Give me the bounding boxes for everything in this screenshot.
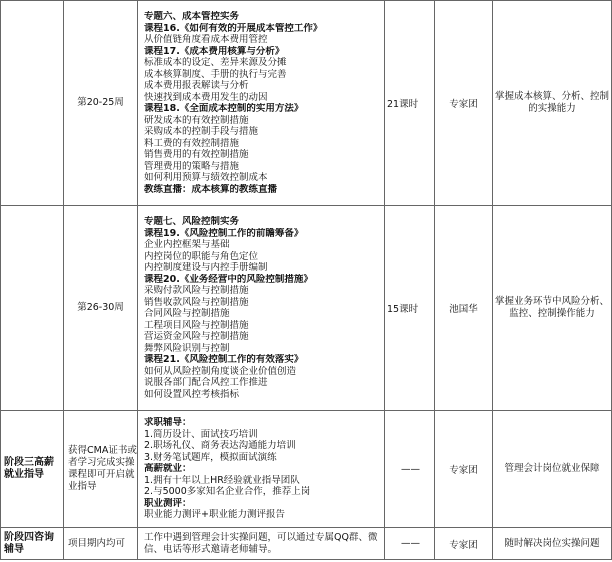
period-cell: 第26-30周 xyxy=(64,206,138,411)
content-line: 合同风险与控制措施 xyxy=(144,308,230,319)
stage-cell xyxy=(1,206,64,411)
table-row xyxy=(1,206,612,411)
content-line: 2.与5000多家知名企业合作，推荐上岗 xyxy=(144,486,311,498)
content-line: 销售费用的有效控制措施 xyxy=(144,149,249,160)
stage-cell: 阶段三高薪就业指导 xyxy=(1,411,64,528)
table-row xyxy=(1,411,612,528)
goal-cell: 掌握业务环节中风险分析、监控、控制操作能力 xyxy=(493,206,612,411)
hours-cell: —— xyxy=(385,528,435,560)
table-row xyxy=(1,1,612,206)
content-line: 研发成本的有效控制措施 xyxy=(144,114,249,126)
content-line: 快速找到成本费用发生的动因 xyxy=(144,91,268,103)
content-line: 职业能力测评+职业能力测评报告 xyxy=(144,509,285,521)
content-line: 销售收款风险与控制措施 xyxy=(144,296,249,308)
content-cell xyxy=(138,1,385,206)
content-line: 1.简历设计、面试技巧培训 xyxy=(144,428,258,440)
content-line: 3.财务笔试题库，模拟面试演练 xyxy=(144,451,277,463)
content-line: 内控制度建设与内控手册编制 xyxy=(144,262,268,273)
content-line: 如何利用预算与绩效控制成本 xyxy=(144,172,268,183)
content-line: 求职辅导： xyxy=(144,417,192,429)
content-line: 舞弊风险识别与控制 xyxy=(144,342,230,354)
content-line: 高薪就业： xyxy=(144,463,192,475)
hours-cell: 15课时 xyxy=(385,206,435,411)
content-line: 企业内控框架与基础 xyxy=(144,239,230,250)
content-line: 从价值链角度看成本费用管控 xyxy=(144,34,268,45)
hours-cell: 21课时 xyxy=(385,1,435,206)
content-line: 课程18.《全面成本控制的实用方法》 xyxy=(144,103,304,114)
content-line: 2.职场礼仪、商务表达沟通能力培训 xyxy=(144,440,296,452)
content-line: 成本费用报表解读与分析 xyxy=(144,80,249,91)
content-cell xyxy=(138,528,385,560)
table-row xyxy=(1,528,612,560)
stage-cell xyxy=(1,1,64,206)
teacher-cell: 池国华 xyxy=(435,206,493,411)
period-cell: 获得CMA证书或者学习完成实操课程即可开启就业指导 xyxy=(64,411,138,528)
content-line: 课程19.《风险控制工作的前瞻筹备》 xyxy=(144,227,304,239)
content-line: 专题六、成本管控实务 xyxy=(144,11,240,22)
content-line: 职业测评： xyxy=(144,497,192,509)
content-line: 如何设置风控考核指标 xyxy=(144,388,240,400)
content-line: 专题七、风险控制实务 xyxy=(144,216,240,227)
content-line: 课程20.《业务经营中的风险控制措施》 xyxy=(144,273,313,285)
goal-cell: 随时解决岗位实操问题 xyxy=(493,528,612,560)
goal-cell: 掌握成本核算、分析、控制的实操能力 xyxy=(493,1,612,206)
content-line: 说服各部门配合风控工作推进 xyxy=(144,377,268,388)
content-line: 采购付款风险与控制措施 xyxy=(144,285,249,296)
content-line: 课程17.《成本费用核算与分析》 xyxy=(144,45,285,57)
content-line: 料工费的有效控制措施 xyxy=(144,137,240,149)
content-line: 工程项目风险与控制措施 xyxy=(144,319,249,331)
teacher-cell: 专家团 xyxy=(435,411,493,528)
stage-cell: 阶段四咨询辅导 xyxy=(1,528,64,560)
content-cell xyxy=(138,206,385,411)
content-line: 如何从风险控制角度谈企业价值创造 xyxy=(144,365,297,377)
content-line: 内控岗位的职能与角色定位 xyxy=(144,250,259,262)
period-cell: 第20-25周 xyxy=(64,1,138,206)
content-line: 课程21.《风险控制工作的有效落实》 xyxy=(144,354,304,365)
teacher-cell: 专家团 xyxy=(435,528,493,560)
content-cell xyxy=(138,411,385,528)
goal-cell: 管理会计岗位就业保障 xyxy=(493,411,612,528)
hours-cell: —— xyxy=(385,411,435,528)
content-line: 成本核算制度、手册的执行与完善 xyxy=(144,68,287,80)
content-line: 营运资金风险与控制措施 xyxy=(144,331,249,342)
content-line: 采购成本的控制手段与措施 xyxy=(144,126,259,137)
content-line: 管理费用的策略与措施 xyxy=(144,160,240,172)
content-line: 课程16.《如何有效的开展成本管控工作》 xyxy=(144,22,323,34)
content-line: 标准成本的设定、差异来源及分摊 xyxy=(144,57,287,68)
teacher-cell: 专家团 xyxy=(435,1,493,206)
content-line: 教练直播：成本核算的教练直播 xyxy=(144,183,278,195)
period-cell: 项目期内均可 xyxy=(64,528,138,560)
content-line: 工作中遇到管理会计实操问题，可以通过专属QQ群、微信、电话等形式邀请老师辅导。 xyxy=(144,532,378,555)
content-line: 1.拥有十年以上HR经验就业指导团队 xyxy=(144,474,300,486)
